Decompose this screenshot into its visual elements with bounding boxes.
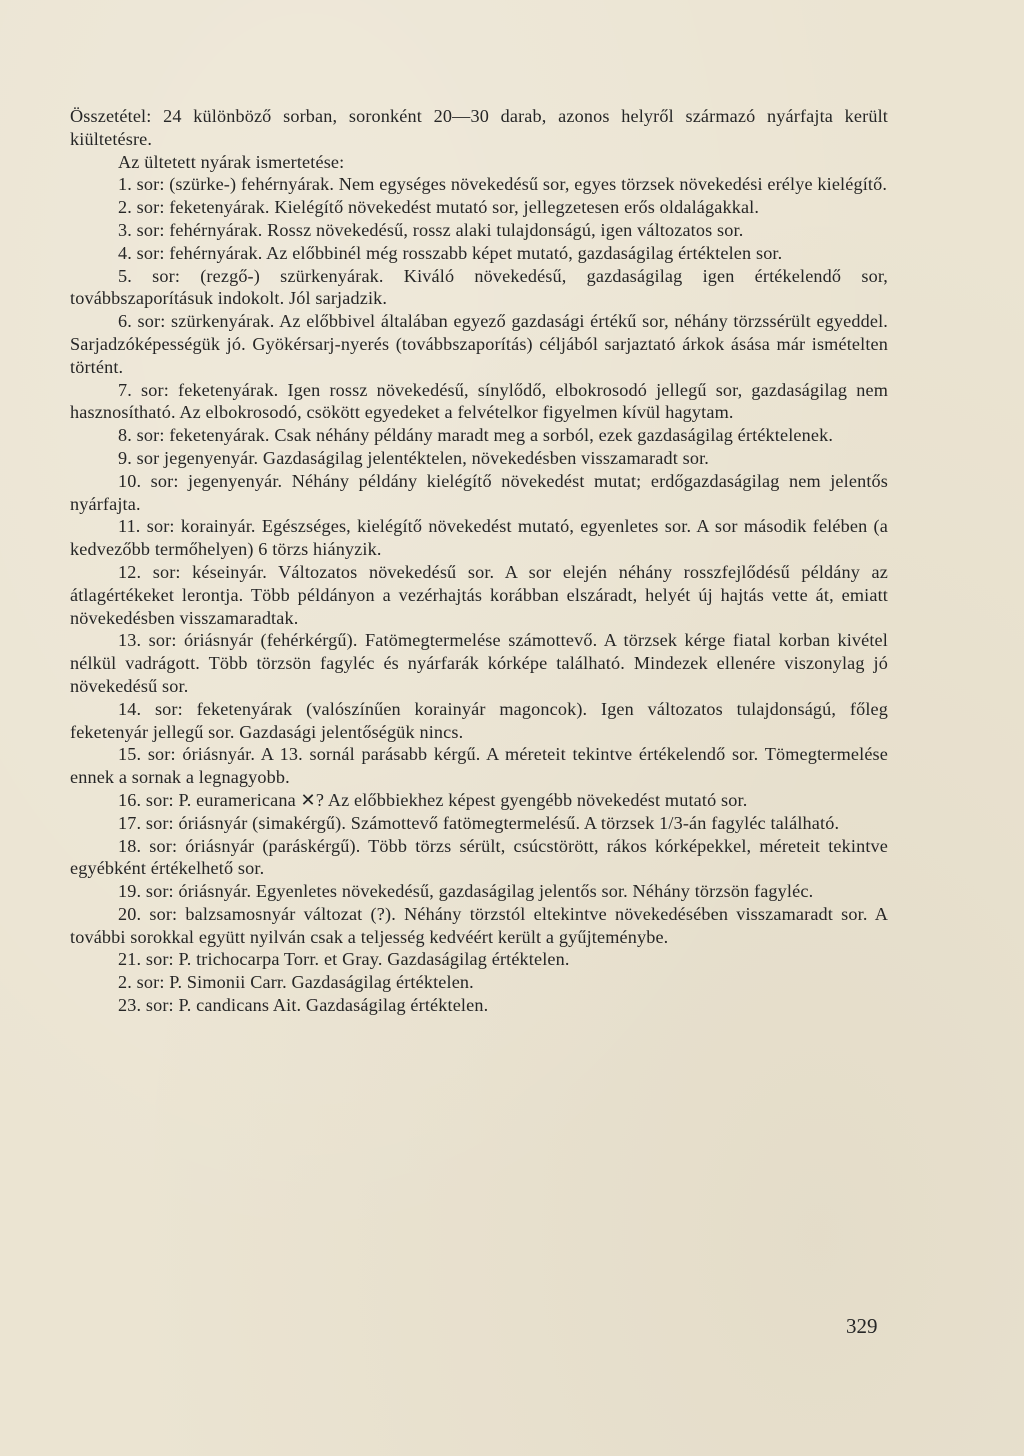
paragraph-row-16: 16. sor: P. euramericana ✕? Az előbbiekhez képest gyengébb növekedést mutató sor. <box>118 789 748 810</box>
page-number: 329 <box>846 1314 878 1338</box>
paragraph-row-15: 15. sor: óriásnyár. A 13. sornál parásabb kérgű. A méreteit tekintve értékelendő sor. Tömegtermelése ennek a sornak a legnagyobb. <box>70 744 888 788</box>
paragraph-row-18: 18. sor: óriásnyár (paráskérgű). Több törzs sérült, csúcstörött, rákos kórképekkel, méreteit tekintve egyébként értékelhető sor. <box>70 835 888 879</box>
body-text <box>70 105 888 1017</box>
paragraph-row-3: 3. sor: fehérnyárak. Rossz növekedésű, rossz alaki tulajdonságú, igen változatos sor. <box>118 219 744 240</box>
paragraph-row-5: 5. sor: (rezgő-) szürkenyárak. Kiváló növekedésű, gazdaságilag igen értékelendő sor, továbbszaporításuk indokolt. Jól sarjadzik. <box>70 265 888 309</box>
paragraph-row-6: 6. sor: szürkenyárak. Az előbbivel általában egyező gazdasági értékű sor, néhány törzssérült egyeddel. Sarjadzóképességük jó. Gyökérsarj-nyerés (továbbszaporítás) céljából sarjaztató árkok ásása már ismételten történt. <box>70 311 888 377</box>
paragraph-row-1: 1. sor: (szürke-) fehérnyárak. Nem egységes növekedésű sor, egyes törzsek növekedési erélye kielégítő. <box>118 174 888 195</box>
paragraph-row-13: 13. sor: óriásnyár (fehérkérgű). Fatömegtermelése számottevő. A törzsek kérge fiatal korban kivétel nélkül vadrágott. Több törzsön fagyléc és nyárfarák kórképe található. Mindezek ellenére viszonylag jó növekedésű sor. <box>70 630 888 696</box>
paragraph-row-19: 19. sor: óriásnyár. Egyenletes növekedésű, gazdaságilag jelentős sor. Néhány törzsön fagyléc. <box>118 881 814 902</box>
paragraph-row-4: 4. sor: fehérnyárak. Az előbbinél még rosszabb képet mutató, gazdaságilag értéktelen sor. <box>118 242 783 263</box>
paragraph-row-12: 12. sor: késeinyár. Változatos növekedésű sor. A sor elején néhány rosszfejlődésű példány az átlagértékeket lerontja. Több példányon a vezérhajtás korábban elszáradt, helyét új hajtás vette át, emiatt növekedésben visszamaradtak. <box>70 561 888 628</box>
paragraph-intro: Az ültetett nyárak ismertetése: <box>118 151 345 172</box>
paragraph-row-8: 8. sor: feketenyárak. Csak néhány példány maradt meg a sorból, ezek gazdaságilag értéktelenek. <box>118 425 834 446</box>
paragraph-row-20: 20. sor: balzsamosnyár változat (?). Néhány törzstól eltekintve növekedésében visszamaradt sor. A további sorokkal együtt nyilván csak a teljesség kedvéért került a gyűjteménybe. <box>70 903 888 947</box>
paragraph-row-23: 23. sor: P. candicans Ait. Gazdaságilag értéktelen. <box>118 995 489 1016</box>
paragraph-composition: Összetétel: 24 különböző sorban, soronként 20—30 darab, azonos helyről származó nyárfajta került kiültetésre. <box>70 106 888 149</box>
paragraph-row-11: 11. sor: korainyár. Egészséges, kielégítő növekedést mutató, egyenletes sor. A sor második felében (a kedvezőbb termőhelyen) 6 törzs hiányzik. <box>70 516 888 560</box>
paragraph-row-7: 7. sor: feketenyárak. Igen rossz növekedésű, sínylődő, elbokrosodó jellegű sor, gazdaságilag nem hasznosítható. Az elbokrosodó, csökött egyedeket a felvételkor figyelmen kívül hagytam. <box>70 379 888 423</box>
paragraph-row-2: 2. sor: feketenyárak. Kielégítő növekedést mutató sor, jellegzetesen erős oldalágakkal. <box>118 197 760 218</box>
paragraph-row-21: 21. sor: P. trichocarpa Torr. et Gray. Gazdaságilag értéktelen. <box>118 949 570 970</box>
paragraph-row-22: 2. sor: P. Simonii Carr. Gazdaságilag értéktelen. <box>118 972 474 993</box>
paragraph-row-10: 10. sor: jegenyenyár. Néhány példány kielégítő növekedést mutat; erdőgazdaságilag nem jelentős nyárfajta. <box>70 470 888 514</box>
paragraph-row-14: 14. sor: feketenyárak (valószínűen korainyár magoncok). Igen változatos tulajdonságú, főleg feketenyár jellegű sor. Gazdasági jelentőségük nincs. <box>70 698 888 742</box>
paragraph-row-17: 17. sor: óriásnyár (simakérgű). Számottevő fatömegtermelésű. A törzsek 1/3-án fagyléc található. <box>118 812 840 833</box>
paragraph-row-9: 9. sor jegenyenyár. Gazdaságilag jelentéktelen, növekedésben visszamaradt sor. <box>118 447 709 468</box>
